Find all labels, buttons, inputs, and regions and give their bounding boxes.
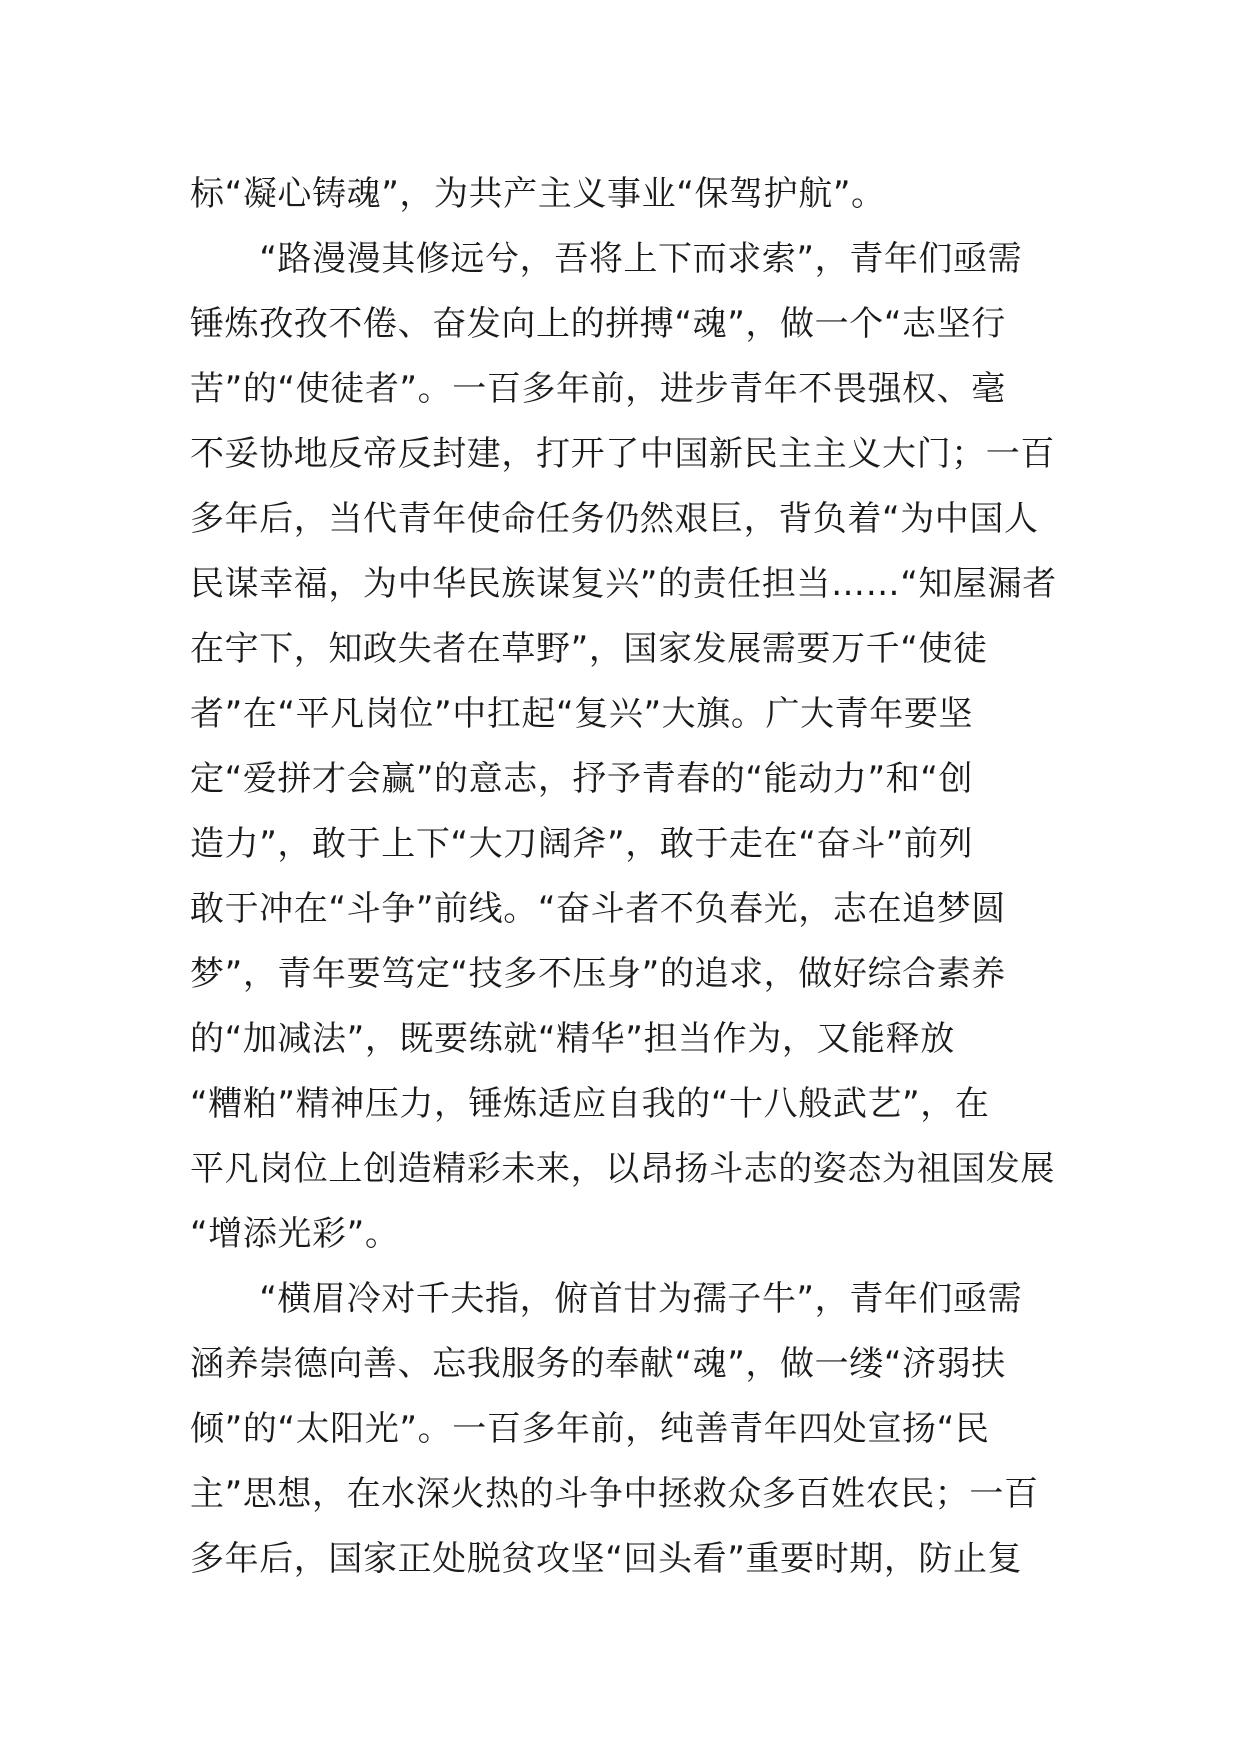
text-line: 民谋幸福，为中华民族谋复兴”的责任担当……“知屋漏者 xyxy=(190,564,1057,604)
text-line: 倾”的“太阳光”。一百多年前，纯善青年四处宣扬“民 xyxy=(190,1409,990,1449)
text-line: 敢于冲在“斗争”前线。“奋斗者不负春光，志在追梦圆 xyxy=(190,889,1006,929)
text-line: 多年后，国家正处脱贫攻坚“回头看”重要时期，防止复 xyxy=(190,1539,1023,1579)
text-line: 造力”，敢于上下“大刀阔斧”，敢于走在“奋斗”前列 xyxy=(190,824,974,864)
text-line: 标“凝心铸魂”，为共产主义事业“保驾护航”。 xyxy=(190,174,886,214)
text-line: 平凡岗位上创造精彩未来，以昂扬斗志的姿态为祖国发展 xyxy=(190,1149,1055,1189)
text-line: 的“加减法”，既要练就“精华”担当作为，又能释放 xyxy=(190,1019,955,1059)
text-line: 锤炼孜孜不倦、奋发向上的拼搏“魂”，做一个“志坚行 xyxy=(190,304,1006,344)
text-line: 涵养崇德向善、忘我服务的奉献“魂”，做一缕“济弱扶 xyxy=(190,1344,1006,1384)
text-line: 多年后，当代青年使命任务仍然艰巨，背负着“为中国人 xyxy=(190,499,1039,539)
text-line: 不妥协地反帝反封建，打开了中国新民主主义大门；一百 xyxy=(190,434,1055,474)
text-line: 梦”，青年要笃定“技多不压身”的追求，做好综合素养 xyxy=(190,954,1006,994)
text-line: 定“爱拼才会赢”的意志，抒予青春的“能动力”和“创 xyxy=(190,759,974,799)
body-text xyxy=(190,162,1060,1592)
text-line: 在宇下，知政失者在草野”，国家发展需要万千“使徒 xyxy=(190,629,988,669)
text-line: “横眉冷对千夫指，俯首甘为孺子牛”，青年们亟需 xyxy=(190,1279,1023,1319)
text-line: 主”思想，在水深火热的斗争中拯救众多百姓农民；一百 xyxy=(190,1474,1039,1514)
text-line: 苦”的“使徒者”。一百多年前，进步青年不畏强权、毫 xyxy=(190,369,1006,409)
text-line: 者”在“平凡岗位”中扛起“复兴”大旗。广大青年要坚 xyxy=(190,694,974,734)
text-line: “路漫漫其修远兮，吾将上下而求索”，青年们亟需 xyxy=(190,239,1023,279)
text-line: “增添光彩”。 xyxy=(190,1214,400,1254)
text-line: “糟粕”精神压力，锤炼适应自我的“十八般武艺”，在 xyxy=(190,1084,990,1124)
